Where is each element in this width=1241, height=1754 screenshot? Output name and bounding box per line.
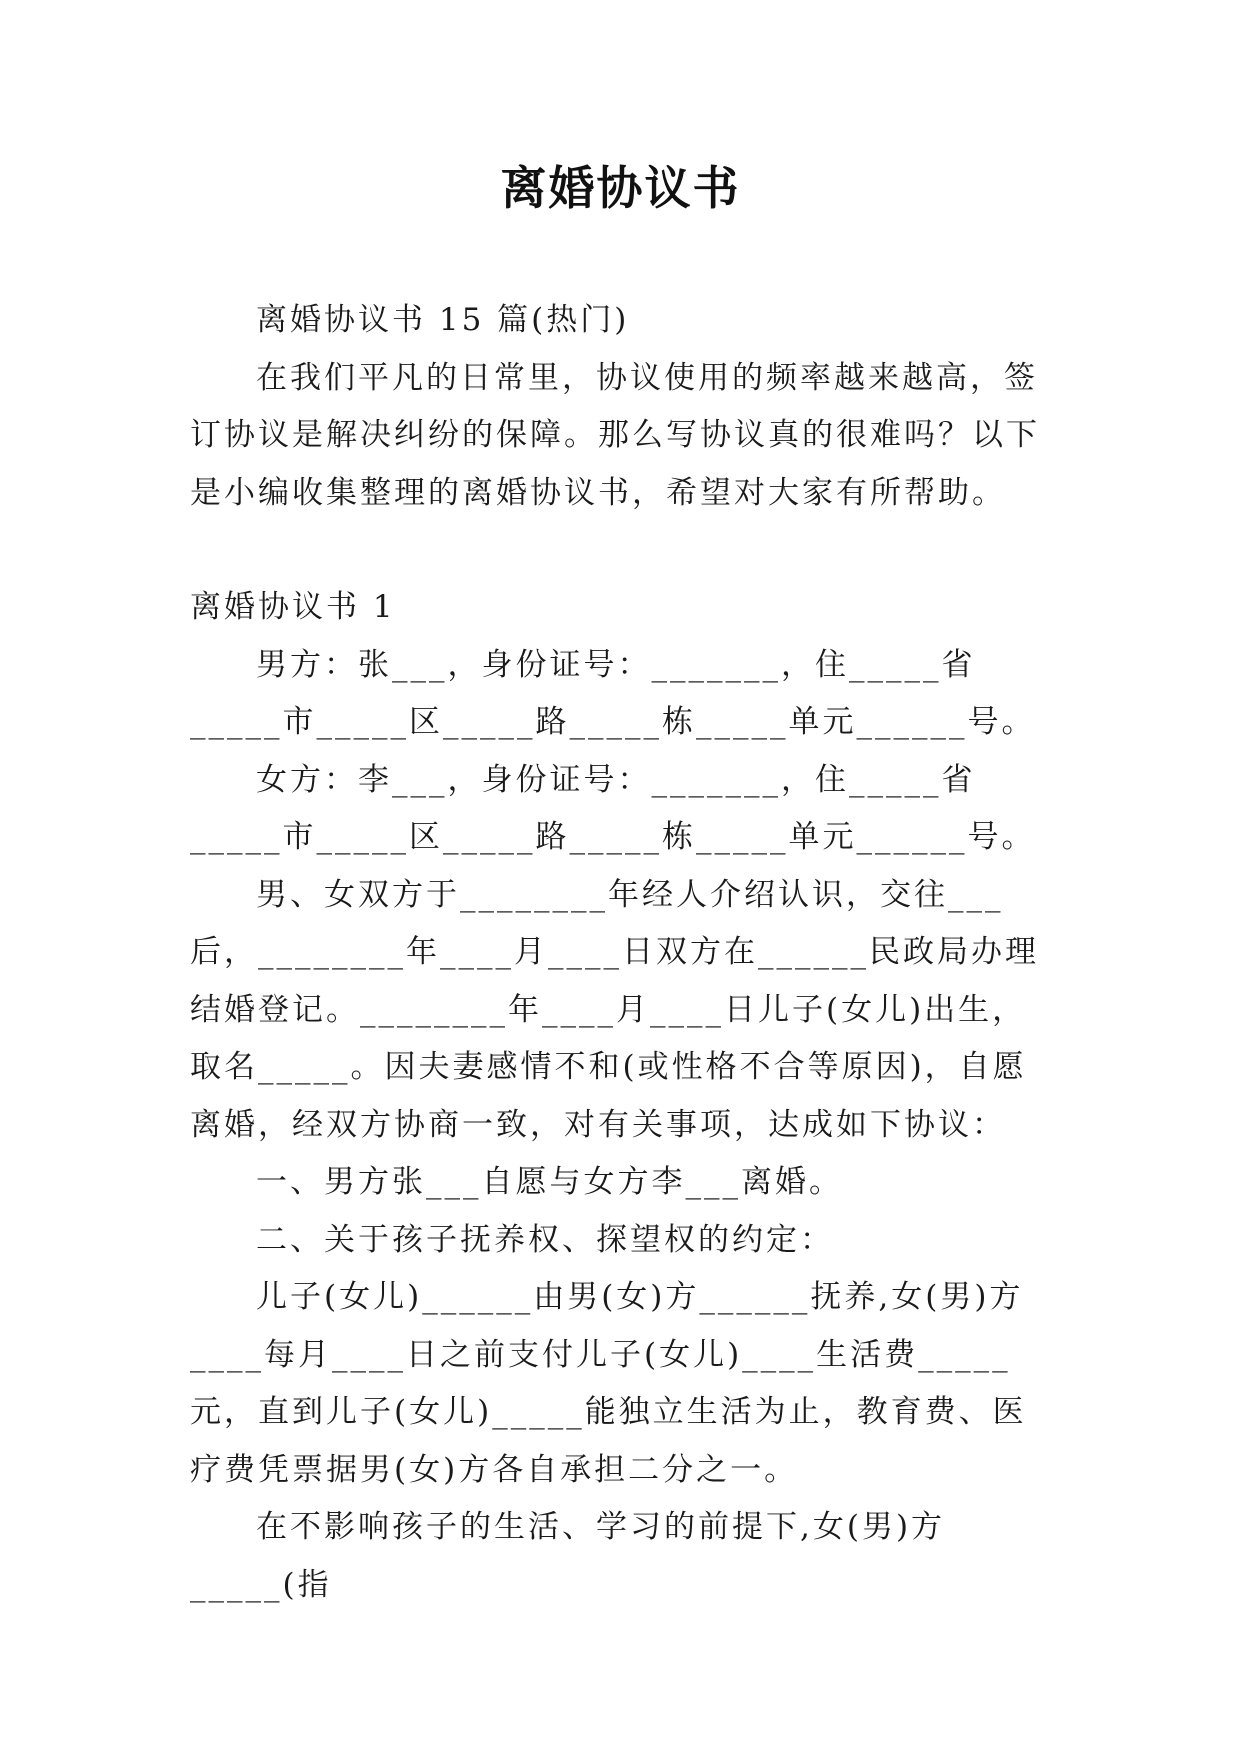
section-heading: 离婚协议书 1 xyxy=(190,589,396,625)
clause-one: 一、男方张___自愿与女方李___离婚。 xyxy=(256,1164,843,1200)
male-party-paragraph: 男方：张___，身份证号：_______，住_____省_____市_____区_____路_____栋_____单元______号。 xyxy=(190,646,1036,740)
intro-paragraph: 在我们平凡的日常里，协议使用的频率越来越高，签订协议是解决纠纷的保障。那么写协议真的很难吗？以下是小编收集整理的离婚协议书，希望对大家有所帮助。 xyxy=(190,359,1040,511)
custody-paragraph: 儿子(女儿)______由男(女)方______抚养,女(男)方____每月____日之前支付儿子(女儿)____生活费_____元，直到儿子(女儿)_____能独立生活为止，教育费、医疗费凭票据男(女)方各自承担二分之一。 xyxy=(190,1279,1027,1488)
document-body xyxy=(190,292,1060,1614)
document-subtitle: 离婚协议书 15 篇(热门) xyxy=(256,302,630,338)
spacer xyxy=(190,522,1060,579)
marriage-background-paragraph: 男、女双方于________年经人介绍认识，交往___后，________年____月____日双方在______民政局办理结婚登记。________年____月____日儿子(女儿)出生，取名_____。因夫妻感情不和(或性格不合等原因)，自愿离婚，经双方协商一致，对有关事项，达成如下协议： xyxy=(190,876,1039,1143)
clause-two-heading: 二、关于孩子抚养权、探望权的约定： xyxy=(256,1221,834,1258)
document-title: 离婚协议书 xyxy=(500,161,741,215)
visitation-paragraph: 在不影响孩子的生活、学习的前提下,女(男)方_____(指 xyxy=(190,1509,946,1603)
female-party-paragraph: 女方：李___，身份证号：_______，住_____省_____市_____区_____路_____栋_____单元______号。 xyxy=(190,761,1036,855)
